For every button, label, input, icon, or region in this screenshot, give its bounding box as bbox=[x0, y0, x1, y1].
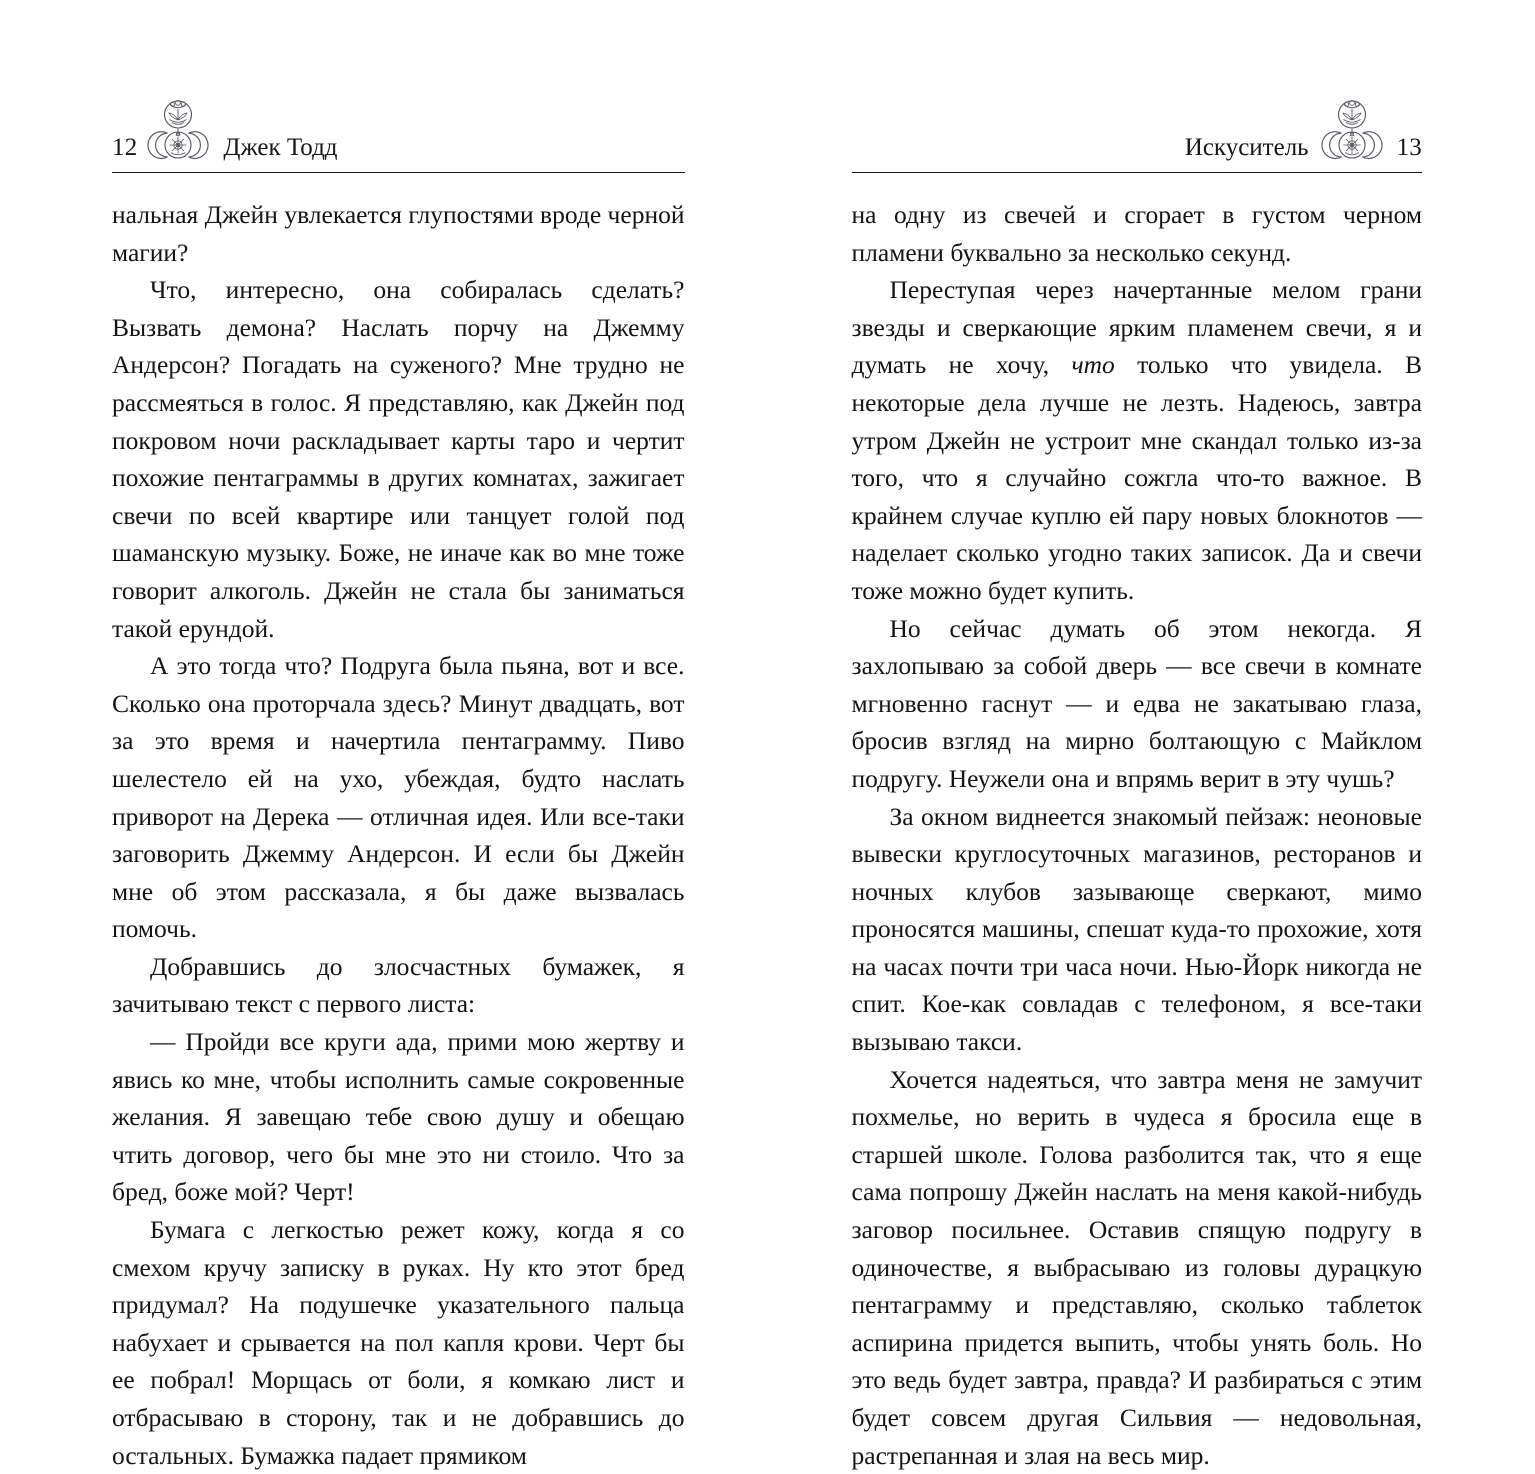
right-page bbox=[768, 0, 1535, 1240]
left-page bbox=[0, 0, 768, 1240]
left-text-block bbox=[112, 196, 685, 1474]
right-running-head bbox=[852, 96, 1423, 162]
text-run: только что увидела. В некоторые дела лучше не лезть. Надеюсь, завтра утром Джейн не устроит мне скандал только из-за того, что я случайно сожгла что-то важное. В крайнем случае куплю ей пару новых блокнотов — наделает сколько угодно таких записок. Да и свечи тоже можно будет купить. bbox=[852, 350, 1423, 605]
right-page-folio: 13 bbox=[1397, 135, 1422, 162]
paragraph: Бумага с легкостью режет кожу, когда я со смехом кручу записку в руках. Ну кто этот бред придумал? На подушечке указательного пальца набухает и срывается на пол капля крови. Черт бы ее побрал! Морщась от боли, я комкаю лист и отбрасываю в сторону, так и не добравшись до остальных. Бумажка падает прямиком bbox=[112, 1211, 685, 1474]
paragraph: Что, интересно, она собиралась сделать? Вызвать демона? Наслать порчу на Джемму Андерсон? Погадать на суженого? Мне трудно не рассмеяться в голос. Я представляю, как Джейн под покровом ночи раскладывает карты таро и чертит похожие пентаграммы в других комнатах, зажигает свечи по всей квартире или танцует голой под шаманскую музыку. Боже, не иначе как во мне тоже говорит алкоголь. Джейн не стала бы заниматься такой ерундой. bbox=[112, 271, 685, 647]
paragraph: нальная Джейн увлекается глупостями вроде черной магии? bbox=[112, 196, 685, 271]
paragraph: Хочется надеяться, что завтра меня не замучит похмелье, но верить в чудеса я бросила еще в старшей школе. Голова разболится так, что я еще сама попрошу Джейн наслать на меня какой-нибудь заговор посильнее. Оставив спящую подругу в одиночестве, я выбрасываю из головы дурацкую пентаграмму и представляю, сколько таблеток аспирина придется выпить, чтобы унять боль. Но это ведь будет завтра, правда? И разбираться с этим будет совсем другая Сильвия — недовольная, растрепанная и злая на весь мир. bbox=[852, 1061, 1423, 1474]
left-header-rule bbox=[112, 172, 685, 173]
left-running-head-label: Джек Тодд bbox=[223, 135, 337, 162]
paragraph: А это тогда что? Подруга была пьяна, вот и все. Сколько она проторчала здесь? Минут двадцать, вот за это время и начертила пентаграмму. Пиво шелестело ей на ухо, убеждая, будто наслать приворот на Дерека — отличная идея. Или все-таки заговорить Джемму Андерсон. И если бы Джейн мне об этом рассказала, я бы даже вызвалась помочь. bbox=[112, 647, 685, 948]
right-header-rule bbox=[852, 172, 1423, 173]
right-running-head-label: Искуситель bbox=[1185, 135, 1309, 162]
left-running-head bbox=[112, 96, 684, 162]
italic-emphasis: что bbox=[1071, 350, 1114, 379]
right-text-block bbox=[852, 196, 1423, 1474]
paragraph: Добравшись до злосчастных бумажек, я зачитываю текст с первого листа: bbox=[112, 948, 685, 1023]
paragraph-with-italic bbox=[852, 271, 1423, 609]
triple-moon-ornament bbox=[141, 98, 215, 162]
paragraph: на одну из свечей и сгорает в густом черном пламени буквально за несколько секунд. bbox=[852, 196, 1423, 271]
paragraph: Но сейчас думать об этом некогда. Я захлопываю за собой дверь — все свечи в комнате мгновенно гаснут — и едва не закатываю глаза, бросив взгляд на мирно болтающую с Майклом подругу. Неужели она и впрямь верит в эту чушь? bbox=[852, 610, 1423, 798]
triple-moon-ornament bbox=[1315, 98, 1389, 162]
paragraph: — Пройди все круги ада, прими мою жертву и явись ко мне, чтобы исполнить самые сокровенные желания. Я завещаю тебе свою душу и обещаю чтить договор, чего бы мне это ни стоило. Что за бред, боже мой? Черт! bbox=[112, 1023, 685, 1211]
text-run: Переступая через начертанные мелом грани звезды и сверкающие ярким пламенем свечи, я и думать не хочу, bbox=[852, 275, 1423, 379]
paragraph: За окном виднеется знакомый пейзаж: неоновые вывески круглосуточных магазинов, ресторанов и ночных клубов зазывающе сверкают, мимо проносятся машины, спешат куда-то прохожие, хотя на часах почти три часа ночи. Нью-Йорк никогда не спит. Кое-как совладав с телефоном, я все-таки вызываю такси. bbox=[852, 798, 1423, 1061]
left-page-folio: 12 bbox=[112, 135, 137, 162]
